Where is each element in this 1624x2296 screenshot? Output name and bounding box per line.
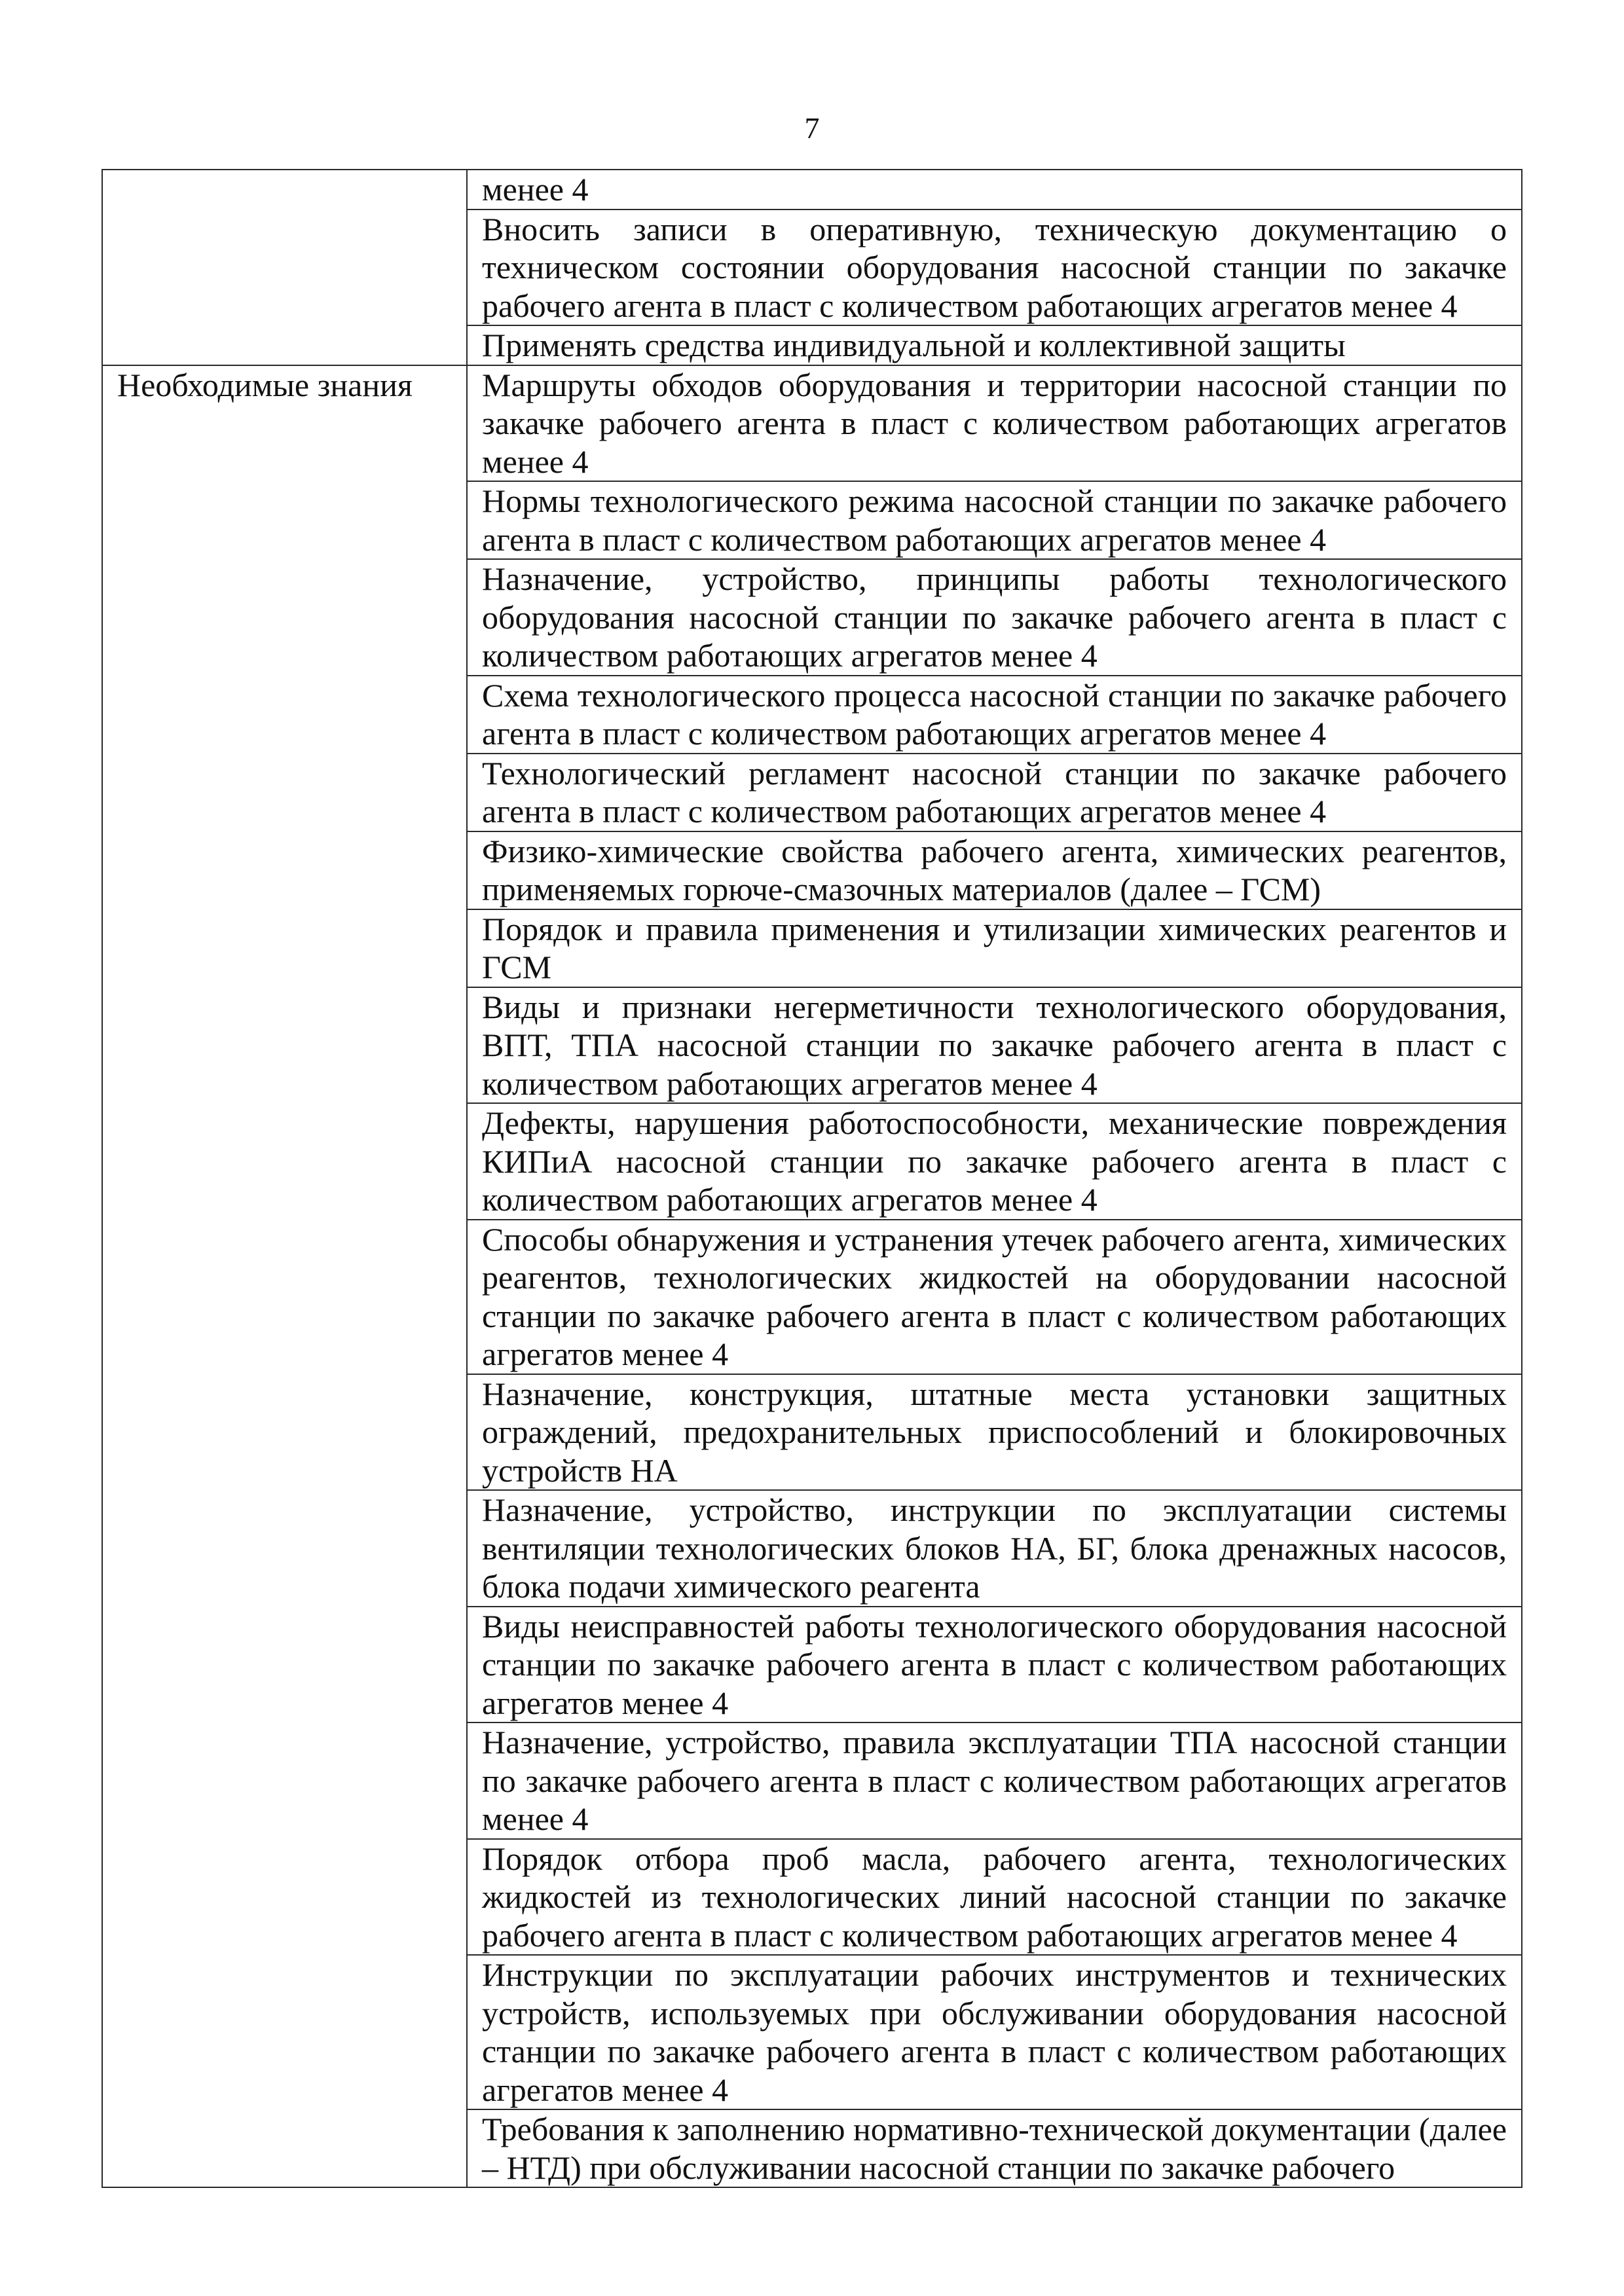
skill-item: Вносить записи в оперативную, техническую документацию о техническом состоянии оборудования насосной станции по закачке рабочего агента в пласт с количеством работающих агрегатов менее 4 — [467, 210, 1522, 326]
knowledge-item: Назначение, конструкция, штатные места установки защитных ограждений, предохранительных приспособлений и блокировочных устройств НА — [467, 1374, 1522, 1491]
knowledge-item: Инструкции по эксплуатации рабочих инструментов и технических устройств, используемых при обслуживании оборудования насосной станции по закачке рабочего агента в пласт с количеством работающих агрегатов менее 4 — [467, 1955, 1522, 2109]
requirements-table — [101, 169, 1522, 2188]
table-row — [102, 170, 1522, 210]
knowledge-item: Маршруты обходов оборудования и территории насосной станции по закачке рабочего агента в пласт с количеством работающих агрегатов менее 4 — [467, 365, 1522, 482]
knowledge-item: Дефекты, нарушения работоспособности, механические повреждения КИПиА насосной станции по закачке рабочего агента в пласт с количеством работающих агрегатов менее 4 — [467, 1103, 1522, 1220]
knowledge-label: Необходимые знания — [102, 365, 467, 2188]
empty-label-cell — [102, 170, 467, 365]
knowledge-item: Схема технологического процесса насосной станции по закачке рабочего агента в пласт с количеством работающих агрегатов менее 4 — [467, 676, 1522, 754]
knowledge-item: Назначение, устройство, правила эксплуатации ТПА насосной станции по закачке рабочего агента в пласт с количеством работающих агрегатов менее 4 — [467, 1722, 1522, 1839]
knowledge-item: Виды и признаки негерметичности технологического оборудования, ВПТ, ТПА насосной станции по закачке рабочего агента в пласт с количеством работающих агрегатов менее 4 — [467, 987, 1522, 1104]
knowledge-item: Порядок отбора проб масла, рабочего агента, технологических жидкостей из технологических линий насосной станции по закачке рабочего агента в пласт с количеством работающих агрегатов менее 4 — [467, 1839, 1522, 1956]
knowledge-item: Назначение, устройство, принципы работы технологического оборудования насосной станции по закачке рабочего агента в пласт с количеством работающих агрегатов менее 4 — [467, 559, 1522, 676]
skill-item: Применять средства индивидуальной и коллективной защиты — [467, 325, 1522, 365]
knowledge-item: Виды неисправностей работы технологического оборудования насосной станции по закачке рабочего агента в пласт с количеством работающих агрегатов менее 4 — [467, 1607, 1522, 1723]
knowledge-item: Требования к заполнению нормативно-технической документации (далее – НТД) при обслуживании насосной станции по закачке рабочего — [467, 2109, 1522, 2187]
knowledge-item: Технологический регламент насосной станции по закачке рабочего агента в пласт с количеством работающих агрегатов менее 4 — [467, 754, 1522, 831]
knowledge-item: Нормы технологического режима насосной станции по закачке рабочего агента в пласт с количеством работающих агрегатов менее 4 — [467, 481, 1522, 559]
knowledge-item: Физико-химические свойства рабочего агента, химических реагентов, применяемых горюче-смазочных материалов (далее – ГСМ) — [467, 831, 1522, 909]
skill-item: менее 4 — [467, 170, 1522, 210]
knowledge-item: Способы обнаружения и устранения утечек рабочего агента, химических реагентов, технологических жидкостей на оборудовании насосной станции по закачке рабочего агента в пласт с количеством работающих агрегатов менее 4 — [467, 1220, 1522, 1374]
page-number: 7 — [804, 111, 820, 145]
knowledge-item: Порядок и правила применения и утилизации химических реагентов и ГСМ — [467, 909, 1522, 987]
table-row — [102, 365, 1522, 482]
knowledge-item: Назначение, устройство, инструкции по эксплуатации системы вентиляции технологических блоков НА, БГ, блока дренажных насосов, блока подачи химического реагента — [467, 1490, 1522, 1607]
